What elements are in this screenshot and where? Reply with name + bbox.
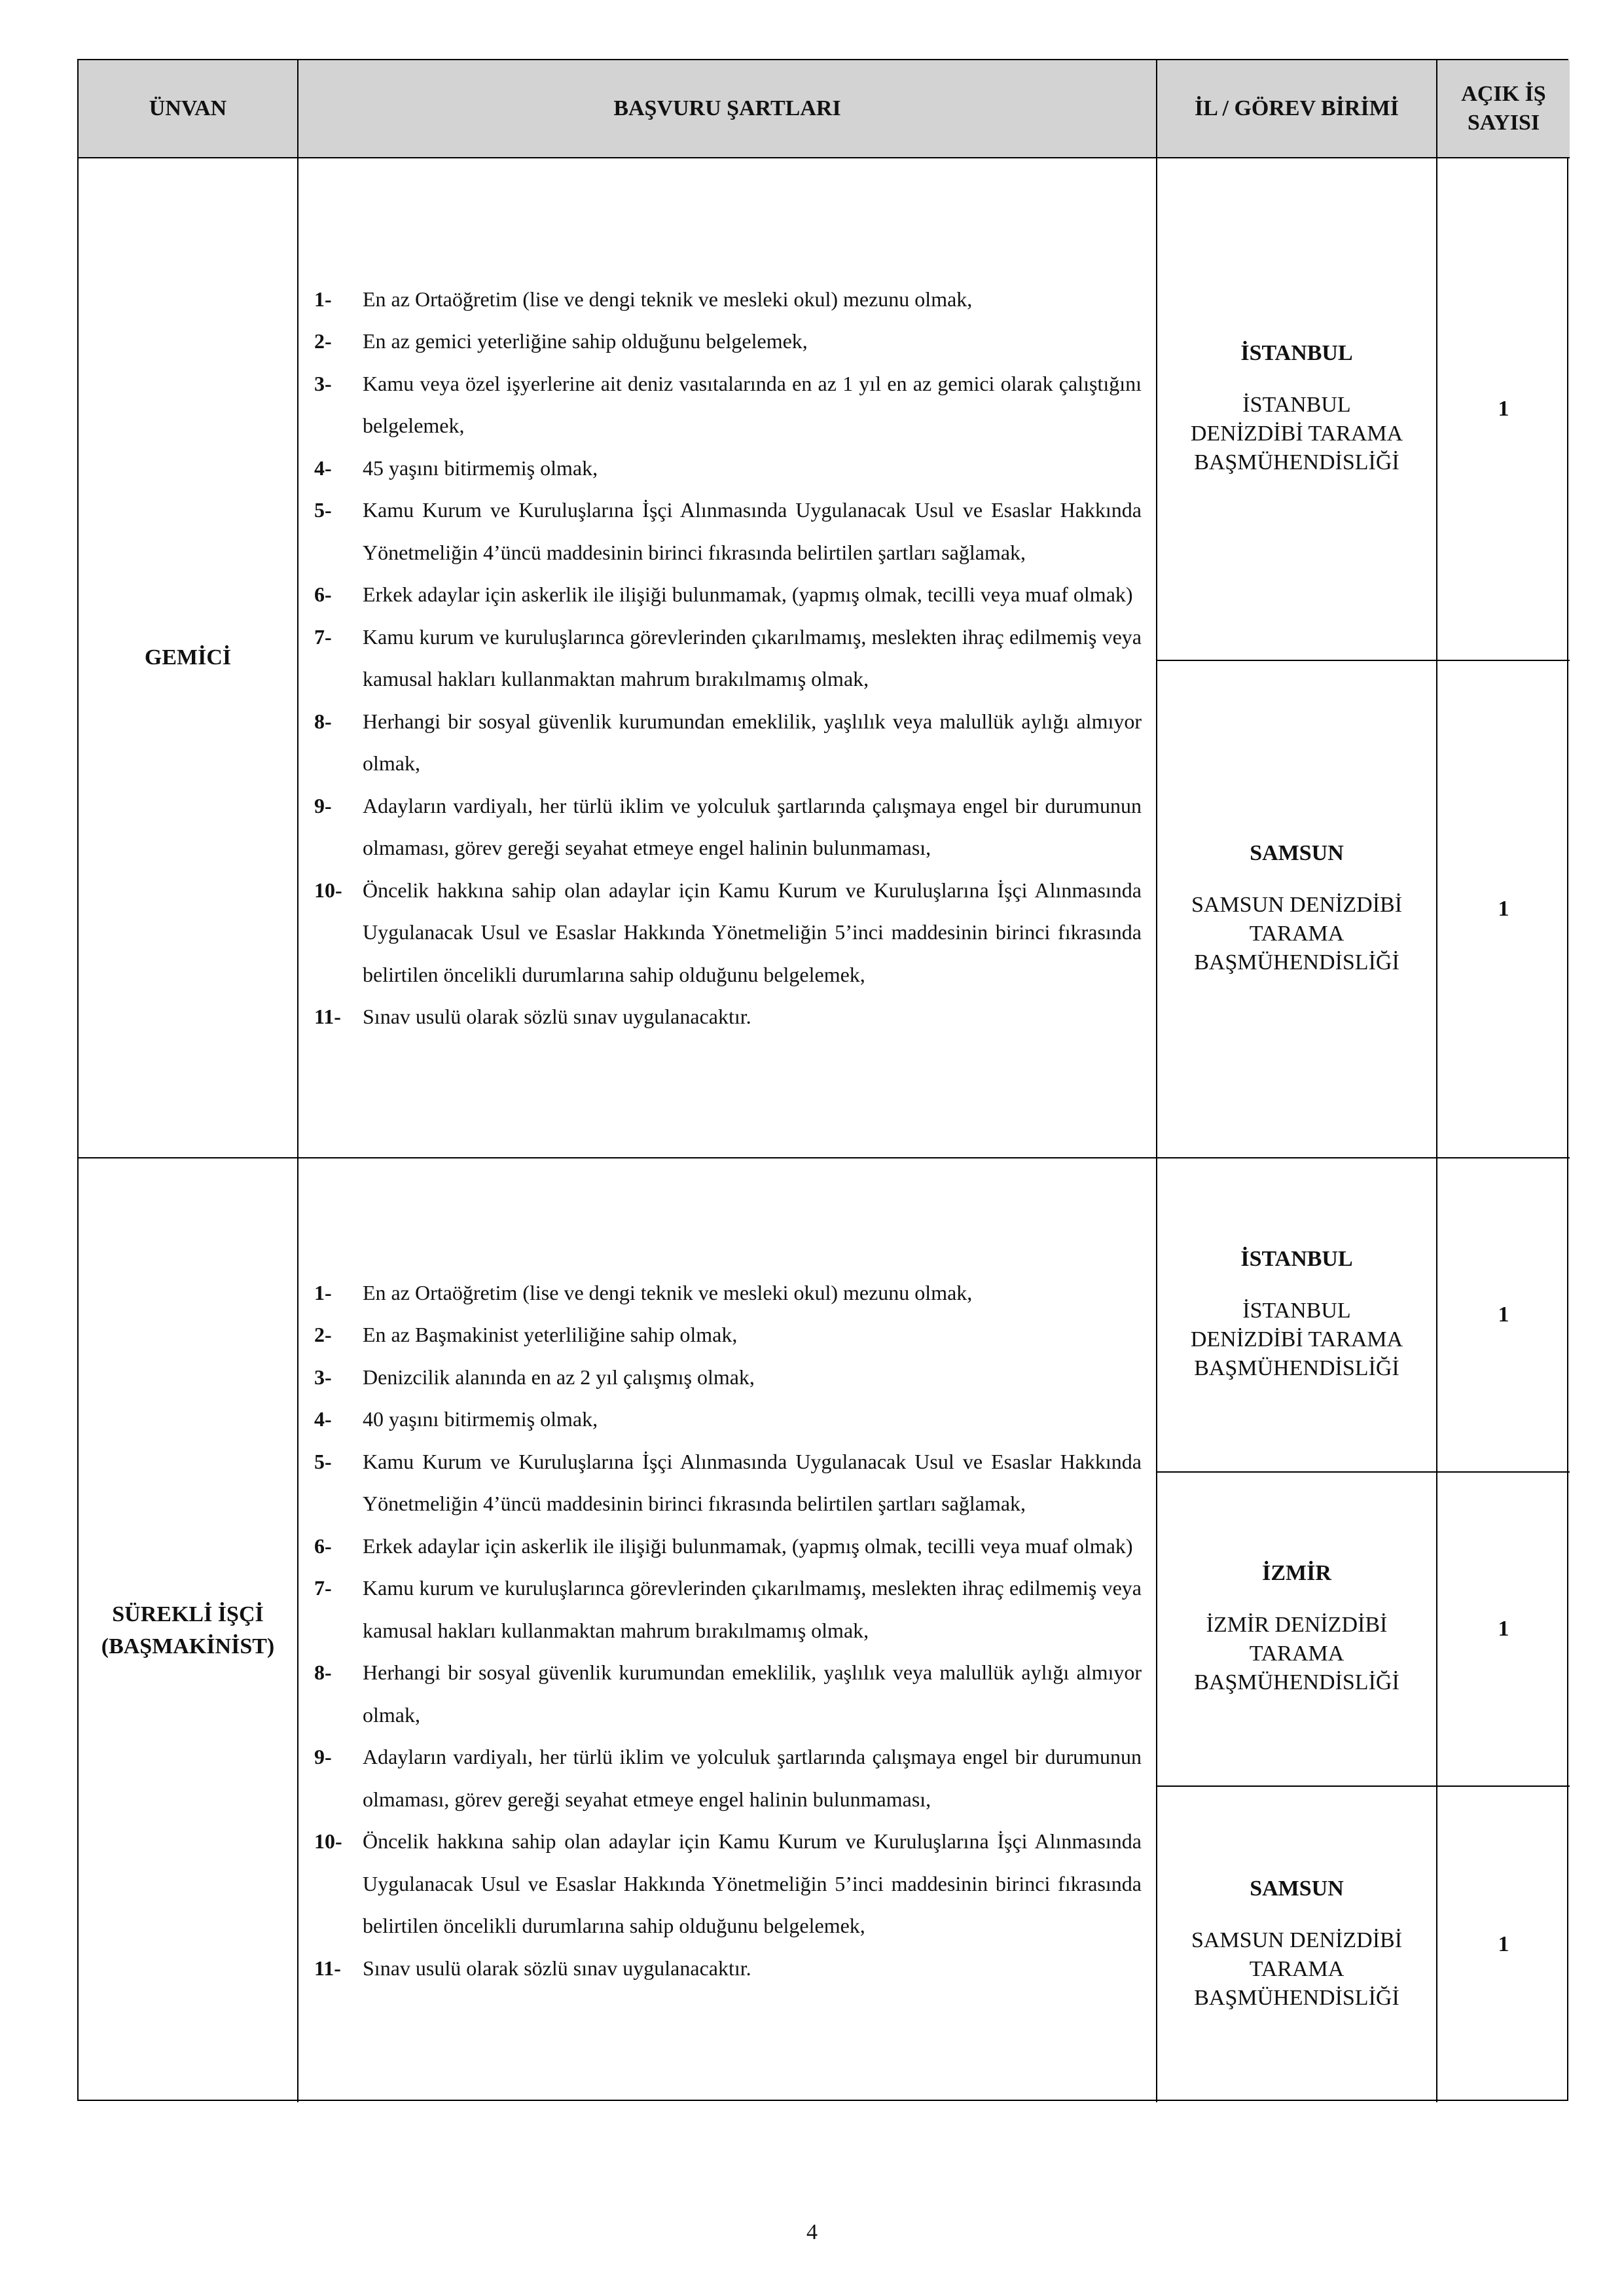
requirement-text: Kamu Kurum ve Kuruluşlarına İşçi Alınmasında Uygulanacak Usul ve Esaslar Hakkında Yönetmeliğin 4’üncü maddesinin birinci fıkrasında belirtilen şartları sağlamak,: [363, 498, 1142, 564]
unit-cell: [1157, 158, 1437, 661]
unit-name-line: BAŞMÜHENDİSLİĞİ: [1194, 950, 1399, 975]
requirement-item: [314, 278, 1142, 321]
page-number: 4: [806, 2220, 818, 2244]
requirement-text: Sınav usulü olarak sözlü sınav uygulanacaktır.: [363, 1005, 751, 1028]
unit-city: İSTANBUL: [1240, 1246, 1353, 1271]
unit-city: İZMİR: [1262, 1560, 1331, 1585]
open-position-count: [1437, 661, 1570, 1158]
position-title-line2: (BAŞMAKİNİST): [101, 1634, 275, 1659]
requirement-item: [314, 489, 1142, 573]
requirement-item: [314, 1272, 1142, 1314]
requirement-text: Öncelik hakkına sahip olan adaylar için Kamu Kurum ve Kuruluşlarına İşçi Alınmasında Uygulanacak Usul ve Esaslar Hakkında Yönetmeliğin 5’inci maddesinin birinci fıkrasında belirtilen öncelikli durumlarına sahip olduğunu belgelemek,: [363, 878, 1142, 986]
requirement-text: Kamu kurum ve kuruluşlarınca görevlerinden çıkarılmamış, meslekten ihraç edilmemiş veya kamusal hakları kullanmaktan mahrum bırakılmamış olmak,: [363, 1576, 1142, 1642]
requirement-item: [314, 1441, 1142, 1525]
header-unit: [1157, 60, 1437, 158]
unit-city: SAMSUN: [1250, 1876, 1344, 1901]
requirement-number: 8-: [314, 1660, 332, 1685]
unit-name-line: İZMİR DENİZDİBİ: [1206, 1612, 1388, 1637]
unit-name-line: BAŞMÜHENDİSLİĞİ: [1194, 1356, 1399, 1381]
requirement-number: 10-: [314, 878, 342, 902]
count-value: 1: [1498, 1617, 1509, 1641]
unit-name-line: BAŞMÜHENDİSLİĞİ: [1194, 1986, 1399, 2011]
position-title-line1: SÜREKLİ İŞÇİ: [112, 1602, 264, 1626]
header-requirements: [298, 60, 1157, 158]
job-listing-table: [77, 59, 1568, 2101]
open-position-count: [1437, 1787, 1570, 2102]
unit-name-line: SAMSUN DENİZDİBİ: [1191, 892, 1403, 917]
unit-name: [1194, 1611, 1399, 1698]
requirement-number: 8-: [314, 709, 332, 733]
header-count: [1437, 60, 1570, 158]
requirement-item: [314, 869, 1142, 996]
requirement-number: 5-: [314, 498, 332, 522]
requirement-item: [314, 363, 1142, 447]
requirement-text: En az gemici yeterliğine sahip olduğunu belgelemek,: [363, 329, 808, 353]
requirement-item: [314, 1356, 1142, 1399]
position-title: [79, 158, 298, 1158]
header-title: [79, 60, 298, 158]
requirement-number: 6-: [314, 1534, 332, 1558]
count-value: 1: [1498, 397, 1509, 421]
header-count-line2: SAYISI: [1467, 111, 1540, 135]
unit-cell: [1157, 1473, 1437, 1787]
unit-name-line: TARAMA: [1249, 1956, 1344, 1981]
requirement-item: [314, 1651, 1142, 1736]
unit-name: [1191, 391, 1403, 478]
requirement-item: [314, 1736, 1142, 1820]
requirements-list: [298, 158, 1157, 1158]
unit-name-line: BAŞMÜHENDİSLİĞİ: [1194, 450, 1399, 475]
requirement-text: Adayların vardiyalı, her türlü iklim ve yolculuk şartlarında çalışmaya engel bir durumunun olmaması, görev gereği seyahat etmeye engel halinin bulunmaması,: [363, 793, 1142, 859]
unit-name-line: TARAMA: [1249, 1641, 1344, 1666]
position-title-line1: GEMİCİ: [144, 645, 232, 670]
requirement-number: 11-: [314, 1005, 341, 1028]
unit-cell: [1157, 1787, 1437, 2102]
unit-name: [1191, 1297, 1403, 1384]
header-requirements-label: BAŞVURU ŞARTLARI: [613, 96, 841, 120]
requirement-item: [314, 1314, 1142, 1356]
requirement-item: [314, 1567, 1142, 1651]
requirement-text: Denizcilik alanında en az 2 yıl çalışmış olmak,: [363, 1365, 755, 1389]
requirement-number: 2-: [314, 329, 332, 353]
requirement-text: En az Ortaöğretim (lise ve dengi teknik ve mesleki okul) mezunu olmak,: [363, 1280, 973, 1304]
requirement-text: En az Başmakinist yeterliliğine sahip olmak,: [363, 1323, 738, 1347]
requirement-item: [314, 616, 1142, 700]
requirement-number: 1-: [314, 1280, 332, 1304]
open-position-count: [1437, 1473, 1570, 1787]
requirement-text: Herhangi bir sosyal güvenlik kurumundan emeklilik, yaşlılık veya malullük aylığı almıyor olmak,: [363, 1660, 1142, 1727]
requirement-text: 40 yaşını bitirmemiş olmak,: [363, 1407, 598, 1431]
unit-name-line: DENİZDİBİ TARAMA: [1190, 1327, 1403, 1352]
count-value: 1: [1498, 1302, 1509, 1327]
requirement-text: Herhangi bir sosyal güvenlik kurumundan emeklilik, yaşlılık veya malullük aylığı almıyor olmak,: [363, 709, 1142, 775]
requirement-number: 9-: [314, 793, 332, 817]
requirement-item: [314, 1820, 1142, 1947]
requirement-item: [314, 447, 1142, 490]
count-value: 1: [1498, 1932, 1509, 1956]
unit-city: SAMSUN: [1250, 840, 1344, 865]
requirement-number: 3-: [314, 371, 332, 395]
unit-cell: [1157, 1158, 1437, 1473]
requirement-text: Öncelik hakkına sahip olan adaylar için Kamu Kurum ve Kuruluşlarına İşçi Alınmasında Uygulanacak Usul ve Esaslar Hakkında Yönetmeliğin 5’inci maddesinin birinci fıkrasında belirtilen öncelikli durumlarına sahip olduğunu belgelemek,: [363, 1829, 1142, 1938]
requirement-item: [314, 996, 1142, 1038]
requirement-text: En az Ortaöğretim (lise ve dengi teknik ve mesleki okul) mezunu olmak,: [363, 287, 973, 311]
header-count-line1: AÇIK İŞ: [1461, 81, 1546, 106]
header-unit-label: İL / GÖREV BİRİMİ: [1194, 96, 1399, 120]
requirement-item: [314, 700, 1142, 785]
requirement-number: 1-: [314, 287, 332, 311]
requirement-number: 7-: [314, 624, 332, 649]
requirement-number: 10-: [314, 1829, 342, 1854]
requirement-text: Erkek adaylar için askerlik ile ilişiği bulunmamak, (yapmış olmak, tecilli veya muaf olmak): [363, 583, 1133, 606]
requirement-item: [314, 1947, 1142, 1990]
requirement-number: 3-: [314, 1365, 332, 1389]
requirement-number: 11-: [314, 1956, 341, 1980]
requirement-number: 5-: [314, 1449, 332, 1473]
position-title: [79, 1158, 298, 2102]
unit-cell: [1157, 661, 1437, 1158]
requirement-number: 6-: [314, 583, 332, 606]
requirement-number: 9-: [314, 1745, 332, 1769]
requirement-text: 45 yaşını bitirmemiş olmak,: [363, 456, 598, 480]
requirement-text: Erkek adaylar için askerlik ile ilişiği bulunmamak, (yapmış olmak, tecilli veya muaf olmak): [363, 1534, 1133, 1558]
unit-name-line: DENİZDİBİ TARAMA: [1190, 421, 1403, 446]
unit-name-line: BAŞMÜHENDİSLİĞİ: [1194, 1670, 1399, 1695]
unit-name-line: SAMSUN DENİZDİBİ: [1191, 1928, 1403, 1952]
requirement-number: 4-: [314, 456, 332, 480]
requirement-item: [314, 320, 1142, 363]
count-value: 1: [1498, 897, 1509, 921]
requirement-text: Kamu kurum ve kuruluşlarınca görevlerinden çıkarılmamış, meslekten ihraç edilmemiş veya kamusal hakları kullanmaktan mahrum bırakılmamış olmak,: [363, 624, 1142, 691]
unit-name-line: İSTANBUL: [1242, 1298, 1351, 1323]
open-position-count: [1437, 158, 1570, 661]
requirement-number: 7-: [314, 1576, 332, 1600]
unit-city: İSTANBUL: [1240, 340, 1353, 365]
requirements-list: [298, 1158, 1157, 2102]
requirement-item: [314, 1398, 1142, 1441]
requirement-text: Sınav usulü olarak sözlü sınav uygulanacaktır.: [363, 1956, 751, 1980]
header-title-label: ÜNVAN: [149, 96, 227, 120]
unit-name-line: İSTANBUL: [1242, 392, 1351, 417]
requirement-item: [314, 1525, 1142, 1568]
requirement-text: Kamu veya özel işyerlerine ait deniz vasıtalarında en az 1 yıl en az gemici olarak çalıştığını belgelemek,: [363, 371, 1142, 437]
unit-name: [1191, 1926, 1402, 2013]
requirement-item: [314, 573, 1142, 616]
requirement-number: 4-: [314, 1407, 332, 1431]
unit-name: [1191, 891, 1402, 978]
open-position-count: [1437, 1158, 1570, 1473]
requirement-number: 2-: [314, 1323, 332, 1347]
requirement-text: Kamu Kurum ve Kuruluşlarına İşçi Alınmasında Uygulanacak Usul ve Esaslar Hakkında Yönetmeliğin 4’üncü maddesinin birinci fıkrasında belirtilen şartları sağlamak,: [363, 1449, 1142, 1516]
requirement-text: Adayların vardiyalı, her türlü iklim ve yolculuk şartlarında çalışmaya engel bir durumunun olmaması, görev gereği seyahat etmeye engel halinin bulunmaması,: [363, 1745, 1142, 1811]
requirement-item: [314, 785, 1142, 869]
unit-name-line: TARAMA: [1249, 921, 1344, 946]
